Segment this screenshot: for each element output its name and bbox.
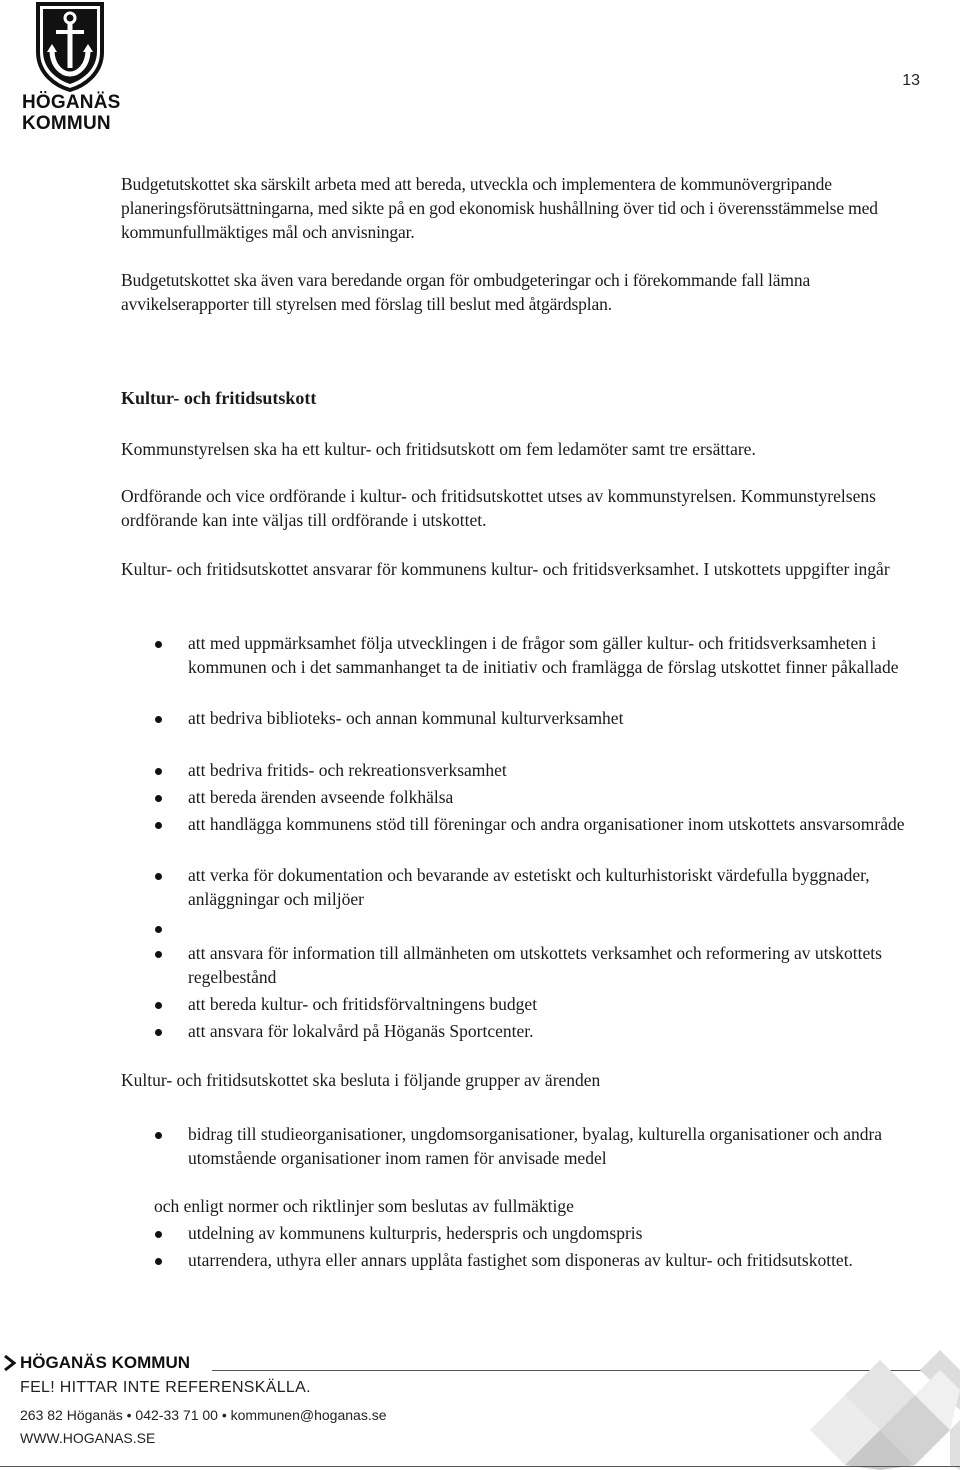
bullet-icon (155, 926, 162, 933)
list-item-text: att handlägga kommunens stöd till föreningar och andra organisationer inom utskottets ansvarsområde (188, 814, 905, 834)
bullet-icon (155, 641, 162, 648)
list-item-text: att bereda ärenden avseende folkhälsa (188, 787, 454, 807)
diamond-pattern-icon (800, 1340, 960, 1470)
bullet-icon (155, 1132, 162, 1139)
logo-line-1: HÖGANÄS (22, 92, 121, 113)
bullet-icon (155, 795, 162, 802)
members-paragraph (121, 437, 921, 461)
bottom-divider (0, 1466, 960, 1467)
page-number: 13 (902, 72, 920, 89)
logo-wordmark (22, 92, 132, 134)
responsibility-paragraph (121, 557, 921, 581)
anchor-shield-icon (34, 0, 106, 92)
decide-intro-text: Kultur- och fritidsutskottet ska besluta i följande grupper av ärenden (121, 1070, 601, 1090)
section-heading: Kultur- och fritidsutskott (121, 388, 317, 408)
list-item-text: att bereda kultur- och fritidsförvaltningens budget (188, 994, 538, 1014)
norms-intro-text: och enligt normer och riktlinjer som beslutas av fullmäktige (154, 1196, 574, 1216)
budget-text-1: Budgetutskottet ska särskilt arbeta med att bereda, utveckla och implementera de kommunövergripande planeringsförutsättningarna, med sikte på en god ekonomisk hushållning över tid och i överensstämmelse med kommunfullmäktiges mål och anvisningar. (121, 174, 878, 242)
chair-text: Ordförande och vice ordförande i kultur- och fritidsutskottet utses av kommunstyrelsen. Kommunstyrelsens ordförande kan inte väljas till ordförande i utskottet. (121, 486, 876, 530)
bullet-icon (155, 1002, 162, 1009)
bullet-icon (155, 951, 162, 958)
norms-intro-paragraph (154, 1194, 954, 1218)
bullet-icon (155, 1231, 162, 1238)
arrow-right-icon (4, 1355, 16, 1371)
list-item-text: att bedriva fritids- och rekreationsverksamhet (188, 760, 507, 780)
list-item-text: att bedriva biblioteks- och annan kommunal kulturverksamhet (188, 708, 624, 728)
decide-intro-paragraph (121, 1068, 921, 1092)
bullet-icon (155, 873, 162, 880)
budget-paragraph-1 (121, 172, 921, 244)
responsibility-text: Kultur- och fritidsutskottet ansvarar för kommunens kultur- och fritidsverksamhet. I utskottets uppgifter ingår (121, 559, 890, 579)
page-footer (0, 1340, 960, 1470)
list-item-text: bidrag till studieorganisationer, ungdomsorganisationer, byalag, kulturella organisationer och andra utomstående organisationer inom ramen för anvisade medel (188, 1124, 883, 1168)
bullet-icon (155, 1258, 162, 1265)
list-item-text: att ansvara för information till allmänheten om utskottets verksamhet och reformering av utskottets regelbestånd (188, 943, 882, 987)
logo-line-2: KOMMUN (22, 113, 111, 134)
list-item-text: att med uppmärksamhet följa utvecklingen i de frågor som gäller kultur- och fritidsverksamheten i kommunen och i det sammanhanget ta de initiativ och framlägga de förslag utskottet finner påkallade (188, 633, 899, 677)
chair-paragraph (121, 484, 921, 532)
list-item-text: utarrendera, uthyra eller annars upplåta fastighet som disponeras av kultur- och fritidsutskottet. (188, 1250, 853, 1270)
members-text: Kommunstyrelsen ska ha ett kultur- och fritidsutskott om fem ledamöter samt tre ersättare. (121, 439, 756, 459)
bullet-icon (155, 716, 162, 723)
footer-website: WWW.HOGANAS.SE (20, 1430, 156, 1446)
list-item-text: att verka för dokumentation och bevarande av estetiskt och kulturhistoriskt värdefulla byggnader, anläggningar och miljöer (188, 865, 870, 909)
budget-paragraph-2 (121, 268, 921, 316)
footer-reference-error: FEL! HITTAR INTE REFERENSKÄLLA. (20, 1379, 311, 1396)
budget-text-2: Budgetutskottet ska även vara beredande organ för ombudgeteringar och i förekommande fall lämna avvikelserapporter till styrelsen med förslag till beslut med åtgärdsplan. (121, 270, 811, 314)
municipality-logo (22, 0, 122, 135)
bullet-icon (155, 1029, 162, 1036)
bullet-icon (155, 822, 162, 829)
list-item-text: att ansvara för lokalvård på Höganäs Sportcenter. (188, 1021, 534, 1041)
list-item-text: utdelning av kommunens kulturpris, hederspris och ungdomspris (188, 1223, 643, 1243)
footer-contact: 263 82 Höganäs • 042-33 71 00 • kommunen@hoganas.se (20, 1407, 387, 1423)
bullet-icon (155, 768, 162, 775)
footer-organization: HÖGANÄS KOMMUN (20, 1353, 190, 1372)
